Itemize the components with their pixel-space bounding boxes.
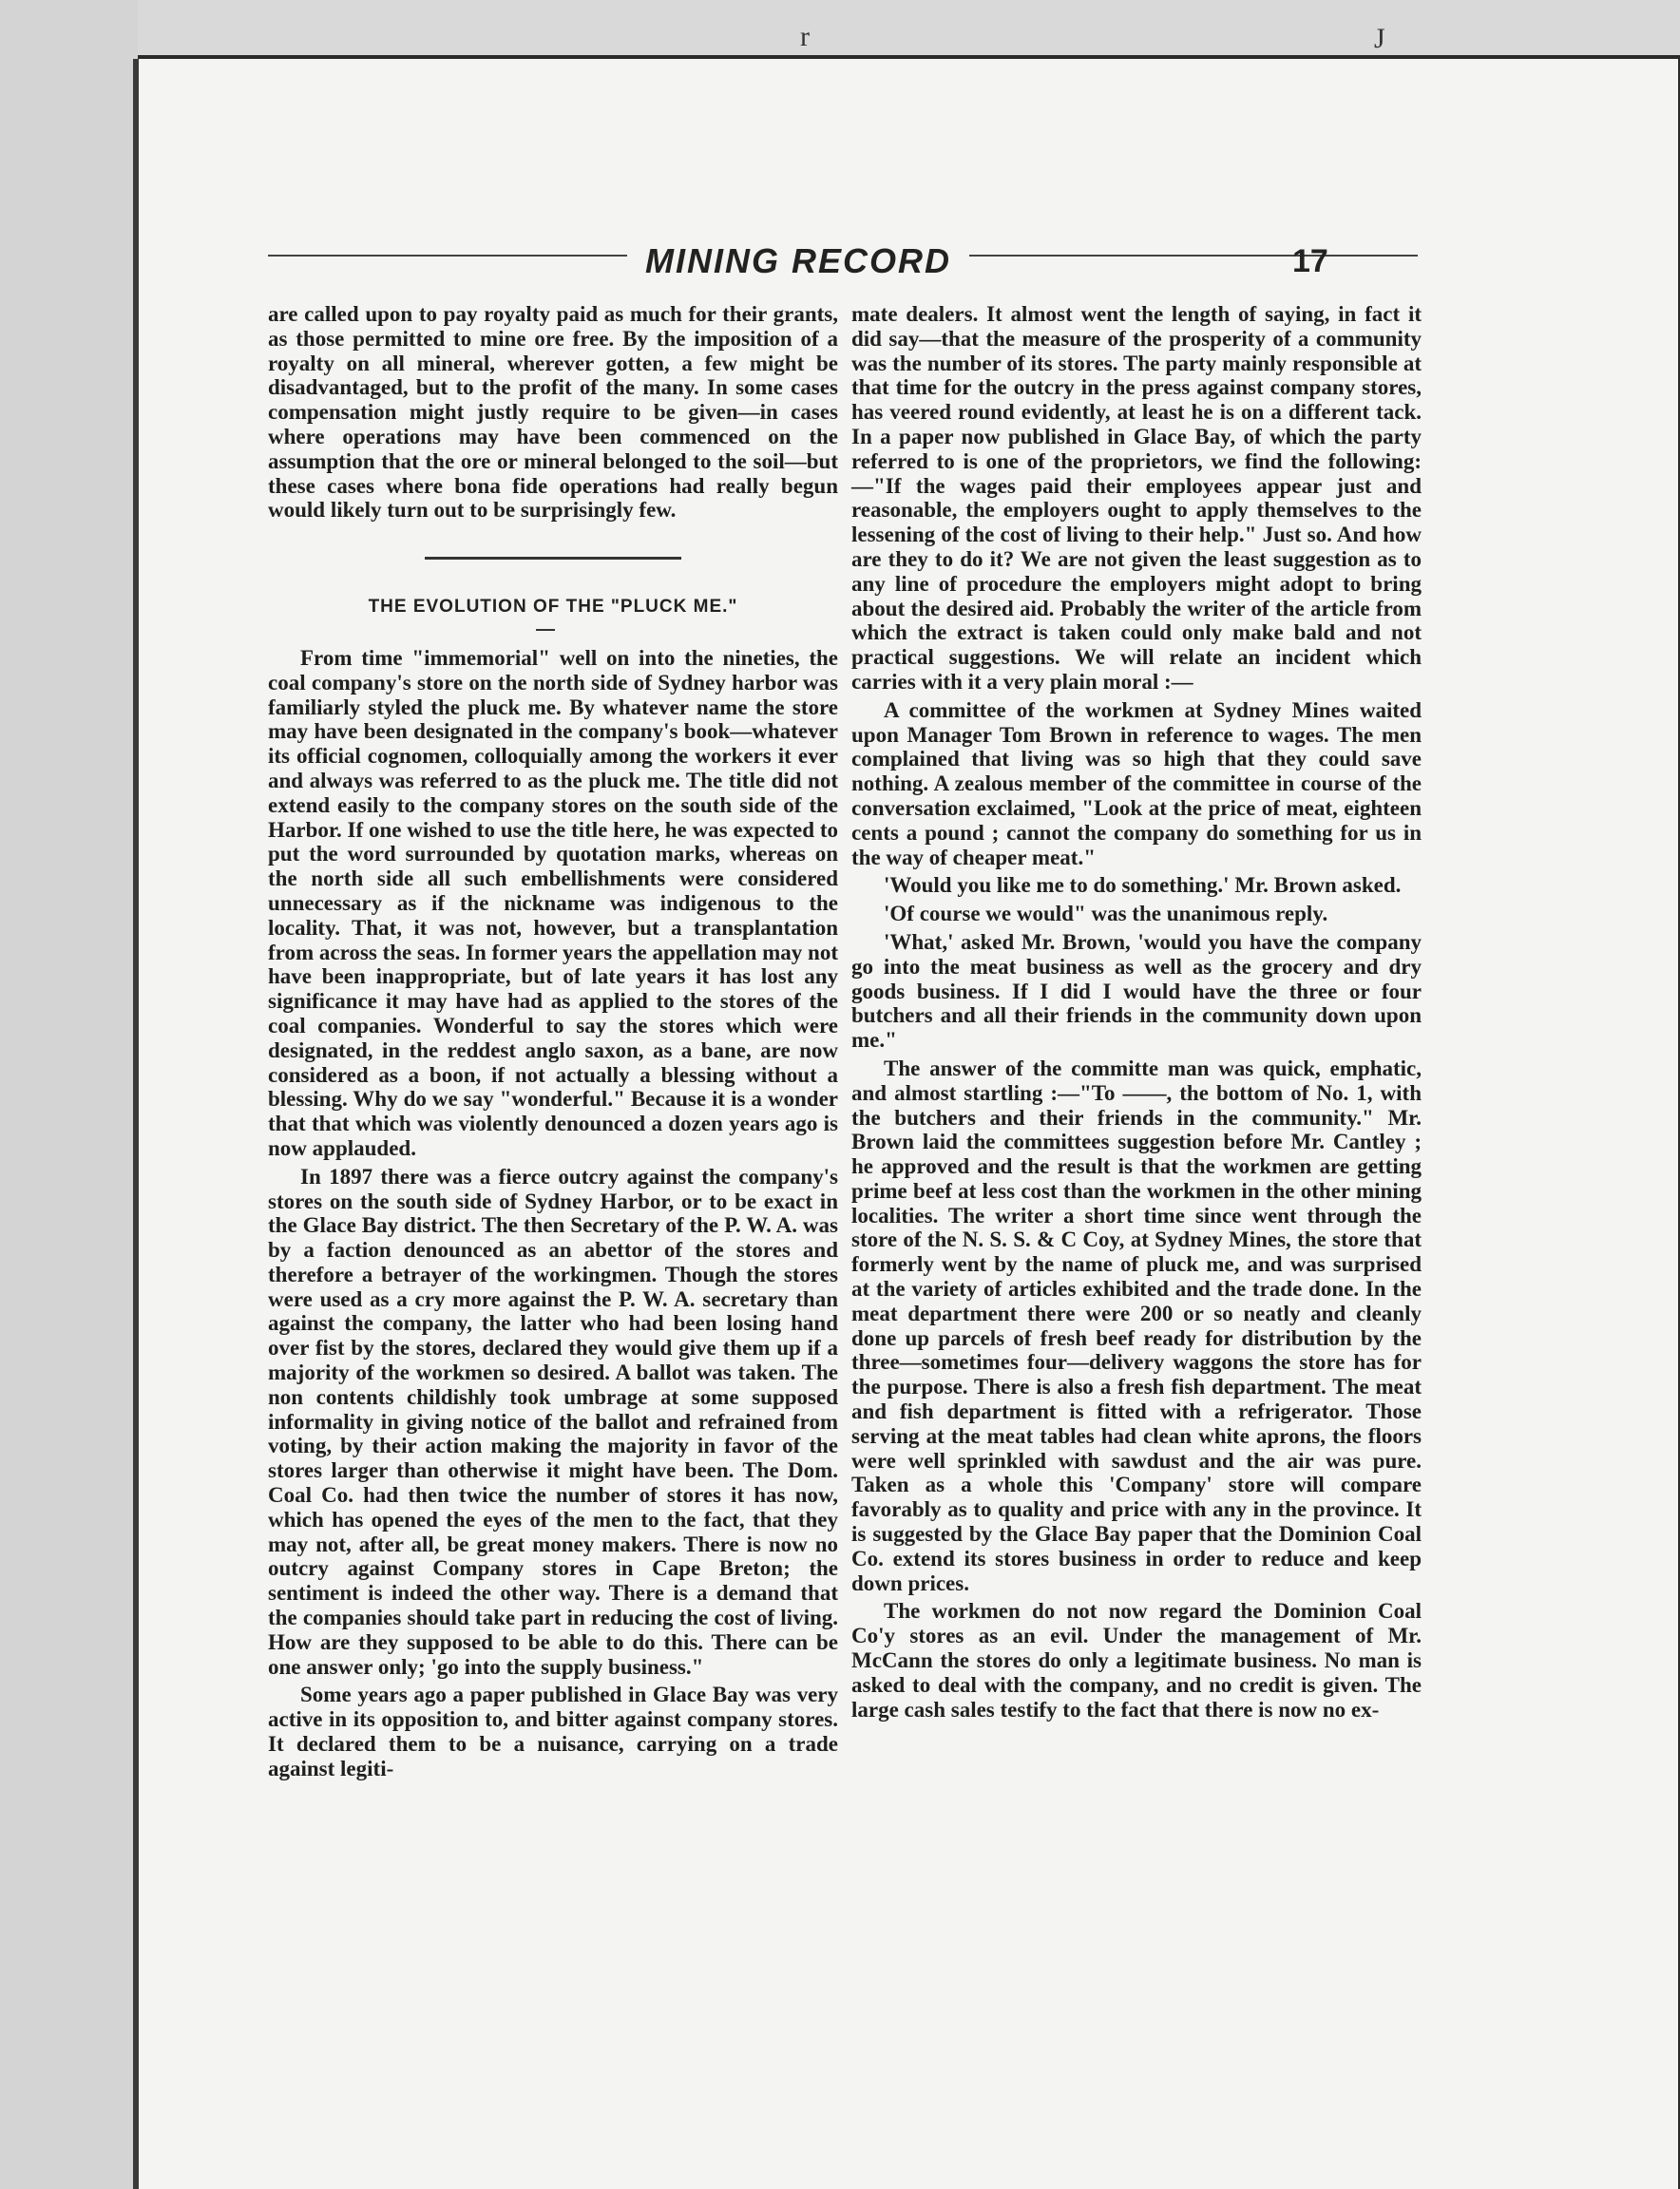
section-separator	[268, 536, 838, 578]
scan-mark-top-left: r	[800, 21, 810, 52]
article-paragraph: 'Of course we would" was the unanimous reply.	[884, 902, 1328, 926]
article-paragraph: From time "immemorial" well on into the nineties, the coal company's store on the north side of Sydney harbor was familiarly styled the pluck me. By whatever name the store may have been designated in the company's book—whatever its official cognomen, colloquially among the workers it ever and always was referred to as the pluck me. The title did not extend easily to the company stores on the south side of the Harbor. If one wished to use the title here, he was expected to put the word surrounded by quotation marks, whereas on the north side all such embellishments were considered unnecessary as if the nickname was indigenous to the locality. That, it was not, however, but a transplantation from across the seas. In former years the appellation may not have been inappropriate, but of late years it has lost any significance it may have had as applied to the stores of the coal companies. Wonderful to say the stores which were designated, in the reddest anglo saxon, as a bane, are now considered as a boon, if not actually a blessing without a blessing. Why do we say "wonderful." Because it is a wonder that that which was violently denounced a dozen years ago is now applauded.	[268, 645, 838, 1160]
article-paragraph: In 1897 there was a fierce outcry against the company's stores on the south side of Sydney Harbor, or to be exact in the Glace Bay district. The then Secretary of the P. W. A. was by a faction denounced as an abettor of the stores and therefore a betrayer of the workingmen. Though the stores were used as a cry more against the P. W. A. secretary than against the company, the latter who had been losing hand over fist by the stores, declared they would give them up if a majority of the workmen so desired. A ballot was taken. The non contents childishly took umbrage at some supposed informality in giving notice of the ballot and refrained from voting, by their action making the majority in favor of the stores larger than otherwise it might have been. The Dom. Coal Co. had then twice the number of stores it has now, which has opened the eyes of the men to the fact, that they may not, after all, be great money makers. There is now no outcry against Company stores in Cape Breton; the sentiment is indeed the other way. There is a demand that the companies should take part in reducing the cost of living. How are they supposed to be able to do this. There can be one answer only; 'go into the supply business."	[268, 1164, 838, 1679]
title-dash	[268, 623, 838, 646]
article-paragraph: Some years ago a paper published in Glace Bay was very active in its opposition to, and bitter against company stores. It declared them to be a nuisance, carrying on a trade against legiti-	[268, 1683, 838, 1780]
scan-top-border	[0, 0, 1680, 55]
intro-paragraph: are called upon to pay royalty paid as much for their grants, as those permitted to mine ore free. By the imposition of a royalty on all mineral, wherever gotten, a few might be disadvantaged, but to the profit of the many. In some cases compensation might justly require to be given—in cases where operations may have been commenced on the assumption that the ore or mineral belonged to the soil—but these cases where bona fide operations had really begun would likely turn out to be surprisingly few.	[268, 302, 838, 523]
section-title: THE EVOLUTION OF THE "PLUCK ME."	[368, 597, 738, 618]
article-paragraph: The answer of the committe man was quick, emphatic, and almost startling :—"To ——, the bottom of No. 1, with the butchers and their friends in the community." Mr. Brown laid the committees suggestion before Mr. Cantley ; he approved and the result is that the workmen are getting prime beef at less cost than the workmen in the other mining localities. The writer a short time since went through the store of the N. S. S. & C Coy, at Sydney Mines, the store that formerly went by the name of pluck me, and was surprised at the variety of articles exhibited and the trade done. In the meat department there were 200 or so neatly and cleanly done up parcels of fresh beef ready for distribution by the three—sometimes four—delivery waggons the store has for the purpose. There is also a fresh fish department. The meat and fish department is fitted with a refrigerator. Those serving at the meat tables had clean white aprons, the floors were well sprinkled with sawdust and the air was pure. Taken as a whole this 'Company' store will compare favorably as to quality and price with any in the province. It is suggested by the Glace Bay paper that the Dominion Coal Co. extend its stores business in order to reduce and keep down prices.	[851, 1056, 1422, 1595]
running-header-title: MINING RECORD	[627, 241, 969, 281]
scan-mark-top-right: J	[1374, 23, 1385, 54]
article-paragraph: The workmen do not now regard the Dominion Coal Co'y stores as an evil. Under the management of Mr. McCann the stores do only a legitimate business. No man is asked to deal with the company, and no credit is given. The large cash sales testify to the fact that there is now no ex-	[851, 1599, 1422, 1722]
continuation-paragraph: mate dealers. It almost went the length of saying, in fact it did say—that the measure of the prosperity of a community was the number of its stores. The party mainly responsible at that time for the outcry in the press against company stores, has veered round evidently, at least he is on a different tack. In a paper now published in Glace Bay, of which the party referred to is one of the proprietors, we find the following: —"If the wages paid their employees appear just and reasonable, the employers ought to apply themselves to the lessening of the cost of living to their help." Just so. And how are they to do it? We are not given the least suggestion as to any line of procedure the employers might adopt to bring about the desired aid. Probably the writer of the article from which the extract is taken could only make bald and not practical suggestions. We will relate an incident which carries with it a very plain moral :—	[851, 302, 1422, 694]
page-number: 17	[1292, 243, 1328, 279]
scan-left-border	[0, 0, 138, 2189]
separator-rule	[425, 557, 681, 560]
article-paragraph: 'Would you like me to do something.' Mr. Brown asked.	[884, 873, 1402, 898]
right-column	[851, 302, 1422, 1725]
article-paragraph: 'What,' asked Mr. Brown, 'would you have the company go into the meat business as well as the grocery and dry goods business. If I did I would have the three or four butchers and all their friends in the community down upon me."	[851, 929, 1422, 1053]
left-column	[268, 302, 838, 1785]
article-paragraph: A committee of the workmen at Sydney Mines waited upon Manager Tom Brown in reference to wages. The men complained that living was so high that they could save nothing. A zealous member of the committee in course of the conversation exclaimed, "Look at the price of meat, eighteen cents a pound ; cannot the company do something for us in the way of cheaper meat."	[851, 697, 1422, 869]
title-dash-rule	[536, 629, 555, 631]
